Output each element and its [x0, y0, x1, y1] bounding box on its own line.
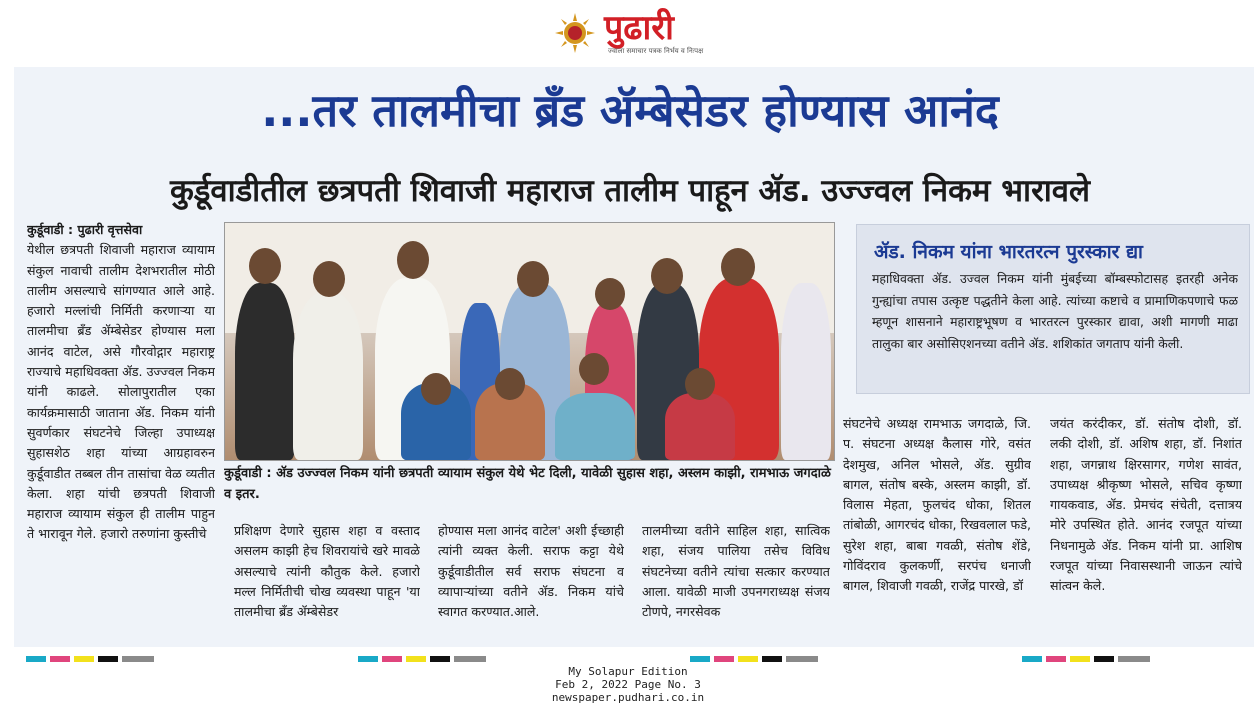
article-text-col4: तालमीच्या वतीने साहिल शहा, सात्विक शहा, संजय पालिया तसेच विविध संघटनेच्या वतीने त्यांचा सत्कार करण्यात आला. यावेळी माजी उपनगराध्यक्ष संजय टोणपे, नगरसेवक: [642, 523, 830, 620]
photo-head: [421, 373, 451, 405]
photo-head: [313, 261, 345, 297]
photo-head: [397, 241, 429, 279]
photo-caption: कुर्डूवाडी : ॲड उज्ज्वल निकम यांनी छत्रपती व्यायाम संकुल येथे भेट दिली, यावेळी सुहास शहा, अस्लम काझी, रामभाऊ जगदाळे व इतर.: [224, 466, 831, 502]
article-column-1: [27, 220, 215, 630]
article-column-6: [1050, 414, 1242, 632]
photo-person: [293, 293, 363, 460]
photo-head: [685, 368, 715, 400]
page-footer: [478, 665, 778, 704]
dateline: कुर्डूवाडी : पुढारी वृत्तसेवा: [27, 222, 143, 237]
photo-person: [665, 393, 735, 460]
sidebar-text: महाधिवक्ता ॲड. उज्वल निकम यांनी मुंबईच्या बॉम्बस्फोटासह इतरही अनेक गुन्ह्यांचा तपास उत्कृष्ट पद्धतीने केला आहे. त्यांच्या कष्टाचे व प्रामाणिकपणाचे फळ म्हणून शासनाने महाराष्ट्रभूषण व भारतरत्न पुरस्कार द्यावा, अशी मागणी माढा तालुका बार असोसिएशनच्या वतीने ॲड. शशिकांत जगताप यांनी केली.: [872, 271, 1238, 351]
site-link[interactable]: newspaper.pudhari.co.in: [551, 691, 705, 704]
headline: ...तर तालमीचा ब्रँड ॲम्बेसेडर होण्यास आनंद: [261, 84, 999, 137]
registration-marks: [358, 656, 490, 662]
registration-marks: [26, 656, 158, 662]
registration-marks: [690, 656, 822, 662]
subheadline: कुर्डूवाडीतील छत्रपती शिवाजी महाराज तालीम पाहून ॲड. उज्ज्वल निकम भारावले: [169, 173, 1091, 209]
photo-head: [595, 278, 625, 310]
brand-tagline: ज्वाला समाचार पत्रक निर्भय व निःपक्ष: [608, 47, 704, 55]
sidebar-title: ॲड. निकम यांना भारतरत्न पुरस्कार द्या: [874, 241, 1143, 263]
article-text-col5: संघटनेचे अध्यक्ष रामभाऊ जगदाळे, जि. प. संघटना अध्यक्ष कैलास गोरे, वसंत देशमुख, अनिल भोसले, ॲड. सुग्रीव बागल, संतोष बस्के, अस्लम काझी, डॉ. विलास मेहता, फुलचंद धोका, शितल तांबोळी, आगरचंद धोका, रिखवलाल फडे, सुरेश शहा, बाबा गवळी, संतोष शेंडे, गोविंदराव कुलकर्णी, सरपंच धनाजी बागल, शिवाजी गवळी, राजेंद्र पारखे, डॉ: [843, 416, 1031, 594]
photo-person: [555, 393, 635, 460]
article-column-2: [234, 521, 420, 631]
photo-head: [495, 368, 525, 400]
edition-label: My Solapur Edition: [568, 665, 688, 678]
photo-head: [651, 258, 683, 294]
photo-person: [781, 283, 831, 460]
article-text-col1: येथील छत्रपती शिवाजी महाराज व्यायाम संकुल नावाची तालीम देशभरातील मोठी तालीम असल्याचे सांगण्यात आले आहे. हजारो मल्लांची निर्मिती करणाऱ्या या तालमीचा ब्रँड ॲम्बेसेडर होण्यास मला आनंद वाटेल, असे गौरवोद्गार महाराष्ट्र राज्याचे महाधिवक्ता ॲड. उज्ज्वल निकम यांनी काढले. सोलापुरातील एका कार्यक्रमासाठी जाताना ॲड. निकम यांनी सुवर्णकार संघटनेचे जिल्हा उपाध्यक्ष सुहासशेठ शहा यांच्या आग्रहावरुन कुर्डूवाडीत तब्बल तीन तासांचा वेळ व्यतीत केला. शहा यांची छत्रपती शिवाजी महाराज व्यायाम संकुल ही तालीम पाहुन ते भारावून गेले. हजारो तरुणांना कुस्तीचे: [27, 242, 215, 542]
article-column-3: [438, 521, 624, 631]
article-text-col6: जयंत करंदीकर, डॉ. संतोष दोशी, डॉ. लकी दोशी, डॉ. अशिष शहा, डॉ. निशांत शहा, जगन्नाथ क्षिरसागर, गणेश सावंत, उपाध्यक्ष श्रीकृष्ण भोसले, सचिव कृष्णा गायकवाड, ॲड. प्रेमचंद संचेती, दत्तात्रय मोरे उपस्थित होते. आनंद रजपूत यांच्या निधनामुळे ॲड. निकम यांनी प्रा. आशिष रजपूत यांच्या निवासस्थानी जाऊन त्यांचे सांत्वन केले.: [1050, 416, 1242, 594]
masthead: [0, 0, 1256, 64]
article-text-col2: प्रशिक्षण देणारे सुहास शहा व वस्ताद असलम काझी हेच शिवरायांचे खरे मावळे असल्याचे त्यांनी कौतुक केले. हजारो मल्ल निर्मितीची चोख व्यवस्था पाहून 'या तालमीचा ब्रँड ॲम्बेसेडर: [234, 523, 420, 620]
article-text-col3: होण्यास मला आनंद वाटेल' अशी ईच्छाही त्यांनी व्यक्त केली. सराफ कट्टा येथे कुर्डूवाडीतील सर्व सराफ संघटना व व्यापाऱ्यांच्या वतीने ॲड. निकम यांचे स्वागत करण्यात.आले.: [438, 523, 624, 620]
registration-marks: [1022, 656, 1154, 662]
sun-emblem-icon: [555, 13, 595, 53]
photo-head: [517, 261, 549, 297]
brand-logo: पुढारी: [604, 8, 674, 48]
photo-head: [579, 353, 609, 385]
photo-head: [721, 248, 755, 286]
article-photo: [224, 222, 835, 461]
date-page-label: Feb 2, 2022 Page No. 3: [555, 678, 701, 691]
article-column-5: [843, 414, 1031, 632]
article-column-4: [642, 521, 830, 631]
photo-head: [249, 248, 281, 284]
photo-person: [235, 283, 295, 460]
